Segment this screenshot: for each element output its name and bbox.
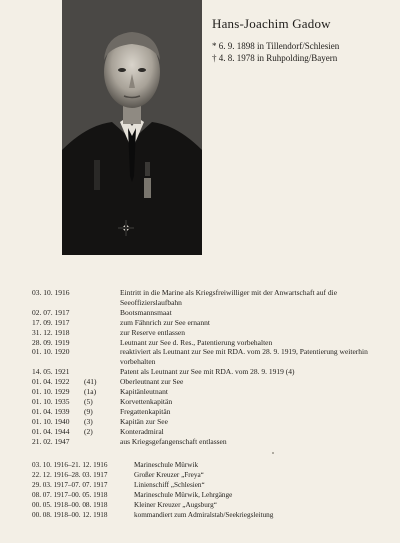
- posting-date-range: 00. 05. 1918–00. 08. 1918: [32, 500, 108, 509]
- career-text: Konteradmiral: [120, 426, 164, 436]
- career-text: Eintritt in die Marine als Kriegsfreiwilliger mit der Anwartschaft auf die Seeoffizierslaufbahn: [120, 288, 338, 307]
- career-text: Kapitän zur See: [120, 416, 168, 426]
- career-date: 28. 09. 1919: [32, 337, 70, 347]
- career-seniority: [84, 288, 120, 308]
- career-text: zur Reserve entlassen: [120, 327, 185, 337]
- career-date: 03. 10. 1916: [32, 288, 70, 297]
- posting-text: Marineschule Mürwik: [134, 461, 199, 469]
- career-seniority: [84, 328, 120, 338]
- career-row: [32, 397, 392, 407]
- postings-list: [32, 461, 392, 520]
- career-row: [32, 288, 392, 308]
- career-date: 02. 07. 1917: [32, 307, 70, 317]
- separator-dot: [272, 452, 274, 454]
- career-row: [32, 437, 392, 447]
- career-row: [32, 417, 392, 427]
- career-seniority: [84, 308, 120, 318]
- career-seniority: [84, 347, 120, 367]
- career-row: [32, 338, 392, 348]
- career-row: [32, 328, 392, 338]
- career-date: 14. 05. 1921: [32, 367, 70, 377]
- career-date: 01. 04. 1944: [32, 426, 70, 436]
- person-header: [212, 16, 392, 64]
- career-row: [32, 308, 392, 318]
- posting-date-range: 29. 03. 1917–07. 07. 1917: [32, 480, 108, 489]
- career-text: reaktiviert als Leutnant zur See mit RDA. vom 28. 9. 1919, Patentierung weiterhin vorbehalten: [120, 347, 368, 367]
- career-date: 31. 12. 1918: [32, 327, 70, 337]
- posting-text: Linienschiff „Schlesien“: [134, 480, 205, 489]
- career-date: 01. 04. 1939: [32, 406, 70, 416]
- posting-row: [32, 461, 392, 471]
- posting-date-range: 08. 07. 1917–00. 05. 1918: [32, 490, 108, 499]
- career-seniority: (41): [84, 377, 97, 387]
- career-seniority: [84, 437, 120, 447]
- posting-row: [32, 481, 392, 491]
- career-row: [32, 407, 392, 417]
- career-text: Fregattenkapitän: [120, 406, 171, 416]
- posting-row: [32, 511, 392, 521]
- posting-date-range: 00. 08. 1918–00. 12. 1918: [32, 510, 108, 519]
- posting-text: kommandiert zum Admiralstab/Seekriegsleitung: [134, 510, 274, 519]
- career-list: [32, 288, 392, 447]
- career-seniority: [84, 318, 120, 328]
- career-text: Bootsmannsmaat: [120, 307, 172, 317]
- career-date: 21. 02. 1947: [32, 436, 70, 446]
- posting-row: [32, 471, 392, 481]
- career-date: 01. 10. 1920: [32, 347, 70, 357]
- career-seniority: (2): [84, 426, 93, 436]
- career-date: 01. 10. 1940: [32, 416, 70, 426]
- career-seniority: (1a): [84, 387, 97, 397]
- career-seniority: [84, 338, 120, 348]
- career-text: aus Kriegsgefangenschaft entlassen: [120, 436, 227, 446]
- career-text: zum Fähnrich zur See ernannt: [120, 317, 210, 327]
- career-seniority: (9): [84, 406, 93, 416]
- career-date: 01. 04. 1922: [32, 377, 70, 387]
- posting-row: [32, 491, 392, 501]
- portrait-photo: [62, 0, 202, 255]
- career-row: [32, 367, 392, 377]
- career-text: Patent als Leutnant zur See mit RDA. vom 28. 9. 1919 (4): [120, 367, 295, 377]
- career-row: [32, 427, 392, 437]
- career-row: [32, 377, 392, 387]
- career-seniority: (5): [84, 396, 93, 406]
- posting-date-range: 03. 10. 1916–21. 12. 1916: [32, 461, 108, 469]
- portrait-photo-icon: [62, 0, 202, 255]
- posting-text: Großer Kreuzer „Freya“: [134, 470, 204, 479]
- career-text: Korvettenkapitän: [120, 396, 173, 406]
- career-text: Kapitänleutnant: [120, 387, 168, 397]
- career-text: Oberleutnant zur See: [120, 377, 184, 387]
- career-row: [32, 387, 392, 397]
- career-row: [32, 318, 392, 328]
- person-name: Hans-Joachim Gadow: [212, 16, 331, 31]
- posting-row: [32, 501, 392, 511]
- career-date: 01. 10. 1929: [32, 387, 70, 397]
- career-seniority: [84, 367, 120, 377]
- career-date: 01. 10. 1935: [32, 396, 70, 406]
- birth-line: * 6. 9. 1898 in Tillendorf/Schlesien: [212, 41, 340, 51]
- career-seniority: (3): [84, 416, 93, 426]
- career-text: Leutnant zur See d. Res., Patentierung vorbehalten: [120, 337, 273, 347]
- posting-text: Marineschule Mürwik, Lehrgänge: [134, 490, 233, 499]
- posting-text: Kleiner Kreuzer „Augsburg“: [134, 500, 217, 509]
- posting-date-range: 22. 12. 1916–28. 03. 1917: [32, 470, 108, 479]
- death-line: † 4. 8. 1978 in Ruhpolding/Bayern: [212, 53, 338, 63]
- career-row: [32, 347, 392, 367]
- career-date: 17. 09. 1917: [32, 317, 70, 327]
